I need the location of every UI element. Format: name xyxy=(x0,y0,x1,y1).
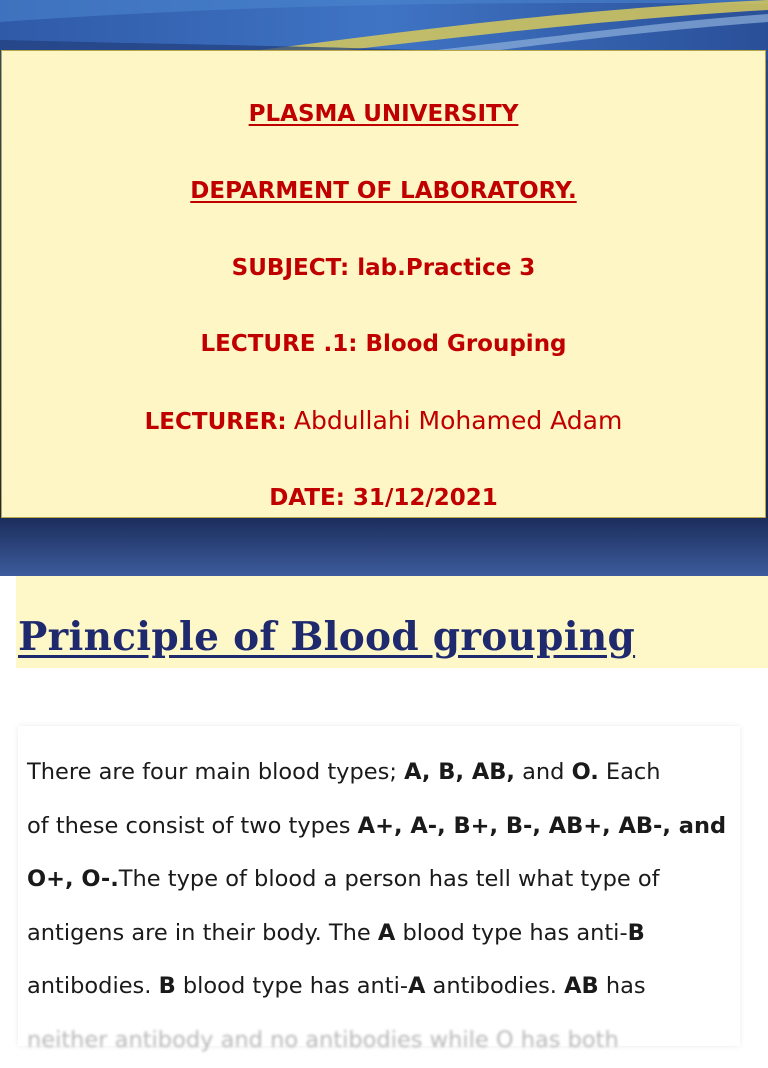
paragraph-line-cutoff: neither antibody and no antibodies while O has both xyxy=(27,1026,619,1053)
text-run-bold: A, B, AB, xyxy=(404,759,515,785)
lecturer-name: Abdullahi Mohamed Adam xyxy=(293,406,623,435)
text-run: antigens are in their body. The xyxy=(27,919,378,946)
text-run: blood type has anti- xyxy=(175,973,408,1000)
body-paragraph xyxy=(27,746,742,1068)
text-run: antibodies. xyxy=(425,973,565,1000)
text-run: of these consist of two types xyxy=(27,812,358,839)
department-name: DEPARMENT OF LABORATORY. xyxy=(190,178,577,204)
text-run: Each xyxy=(598,759,661,785)
subject-line: SUBJECT: lab.Practice 3 xyxy=(231,255,536,281)
text-run-bold: O+, O-. xyxy=(27,866,119,893)
lecturer-line xyxy=(2,406,765,437)
paragraph-line xyxy=(27,853,742,907)
paragraph-line xyxy=(27,800,742,854)
text-run: There are four main blood types; xyxy=(27,759,405,785)
university-name: PLASMA UNIVERSITY xyxy=(248,101,519,127)
text-run: blood type has anti- xyxy=(395,919,628,946)
text-run-bold: O. xyxy=(571,759,599,785)
title-box xyxy=(1,50,766,518)
text-run-bold: A xyxy=(377,919,396,946)
slide-heading: Principle of Blood grouping xyxy=(18,614,636,660)
text-run: The type of blood a person has tell what type of xyxy=(118,866,660,893)
text-run-bold: B xyxy=(158,973,176,1000)
text-run-bold: A xyxy=(407,973,426,1000)
paragraph-line xyxy=(27,746,742,800)
lecture-title: LECTURE .1: Blood Grouping xyxy=(200,331,567,357)
text-run-bold: A+, A-, B+, B-, AB+, AB-, and xyxy=(357,812,727,839)
text-run-bold: AB xyxy=(564,973,599,1000)
content-slide xyxy=(0,576,768,1053)
text-run: has xyxy=(598,973,646,1000)
paragraph-line xyxy=(27,960,742,1014)
bottom-band xyxy=(0,518,768,576)
paragraph-line xyxy=(27,907,742,961)
text-run: and xyxy=(514,759,572,785)
text-run: antibodies. xyxy=(27,973,159,1000)
lecturer-label: LECTURER: xyxy=(144,409,287,435)
date-line: DATE: 31/12/2021 xyxy=(269,485,498,511)
text-run-bold: B xyxy=(627,919,645,946)
